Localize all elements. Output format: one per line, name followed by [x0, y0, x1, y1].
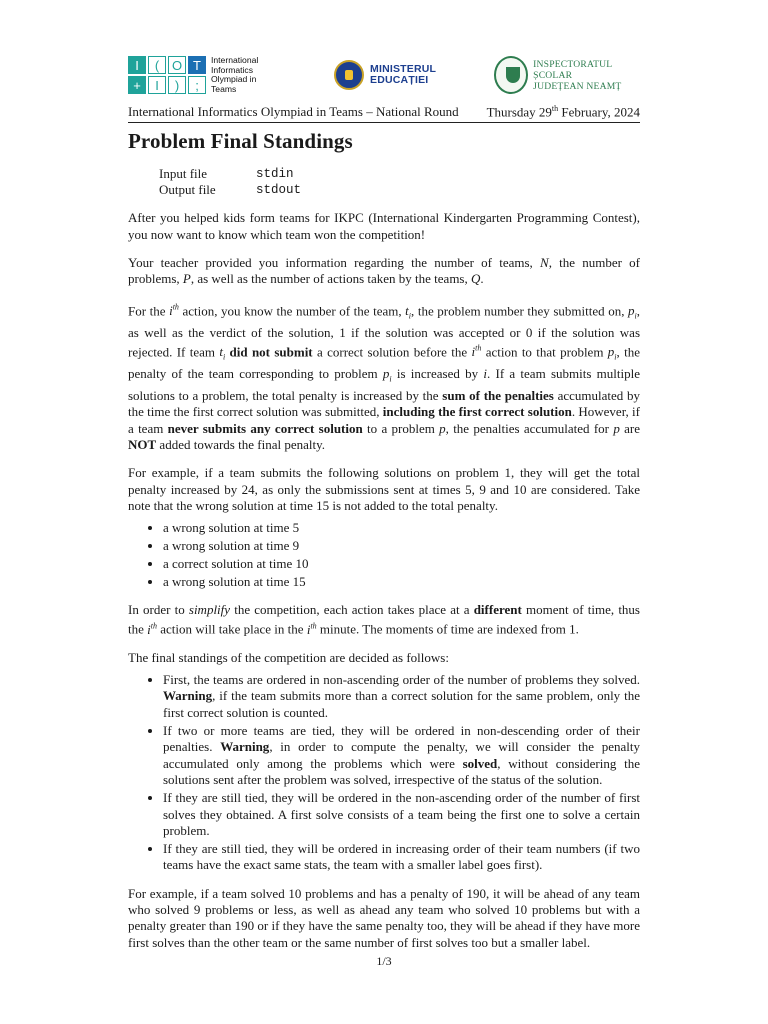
list-item: • a wrong solution at time 15: [163, 574, 640, 590]
isj-logo-line: INSPECTORATUL ȘCOLAR: [533, 58, 612, 81]
ministry-logo-text: [370, 64, 436, 86]
iiot-logo-line: Informatics: [211, 64, 254, 75]
problem-title: Problem Final Standings: [128, 129, 353, 154]
paragraph-example: For example, if a team submits the following solutions on problem 1, they will get the total penalty increased by 24, as only the submissions sent at times 5, 9 and 10 are considered. Take note that the wrong solution at time 15 is not added to the total penalty.: [128, 465, 640, 513]
input-file-value: stdin: [256, 167, 294, 182]
header-logos: [128, 52, 640, 102]
paragraph-penalty-rules: For the $i^{th}$ action, you know the number of the team, $t_i$, the problem number they submitted on, $p_i$, as well as the verdict of the solution, 1 if the solution was accepted or 0 if the solution was rejected. If team $t_i$ did not submit a correct solution before the $i^{th}$ action to that problem $p_i$, the penalty of the team corresponding to problem $p_i$ is increased by i. If a team submits multiple solutions to a problem, the total penalty is increased by the sum of the penalties accumulated by the time the first correct solution was submitted, including the first correct solution. However, if a team never submits any correct solution to a problem p, the penalties accumulated for p are NOT added towards the final penalty.: [128, 302, 641, 453]
iiot-logo: [128, 56, 258, 94]
paragraph-intro: After you helped kids form teams for IKPC (International Kindergarten Programming Contest), you now want to know which team won the competition!: [128, 210, 640, 242]
list-item: • a wrong solution at time 9: [163, 538, 640, 554]
iiot-logo-line: Teams: [211, 83, 237, 94]
iiot-logo-grid: [128, 56, 186, 94]
isj-seal-icon: [494, 56, 528, 94]
paragraph-inputs: Your teacher provided you information regarding the number of teams, N, the number of problems, P, as well as the number of actions taken by the teams, Q.: [128, 254, 641, 287]
page-number: 1/3: [376, 954, 392, 968]
iiot-logo-line: International: [211, 55, 259, 65]
page: [128, 52, 640, 951]
isj-logo: [494, 56, 640, 94]
ministry-seal-icon: [334, 60, 364, 90]
iiot-logo-cell: +: [128, 76, 146, 94]
running-header-right: Thursday 29th February, 2024: [486, 104, 640, 120]
iiot-logo-cell: T: [188, 56, 206, 74]
iiot-logo-line: Olympiad in: [211, 74, 257, 84]
iiot-logo-grid-right: [188, 56, 206, 94]
standings-rules-list: [128, 672, 640, 874]
ministry-logo-line: MINISTERUL: [370, 63, 437, 75]
output-file-label: Output file: [159, 182, 216, 198]
isj-logo-text: [533, 59, 640, 92]
io-row-output: [159, 182, 640, 198]
iiot-logo-cell: O: [168, 56, 186, 74]
input-file-label: Input file: [159, 166, 208, 182]
iiot-logo-cell: ;: [188, 76, 206, 94]
running-header: [128, 104, 640, 123]
paragraph-standings-intro: The final standings of the competition are decided as follows:: [128, 649, 449, 665]
ministry-logo-line: EDUCAȚIEI: [370, 74, 429, 86]
list-item: • a wrong solution at time 5: [163, 520, 640, 536]
iiot-logo-cell: ): [168, 76, 186, 94]
list-item: • First, the teams are ordered in non-ascending order of the number of problems they solved. Warning, if the team submits more than a correct solution for the same problem, only the first correct solution is counted.: [163, 672, 640, 721]
paragraph-standings-example: For example, if a team solved 10 problems and has a penalty of 190, it will be ahead of any team who solved 9 problems or less, as well as ahead any team who solved 10 problems but with a penalty greater than 190 or if they have the same penalty too, they will be ahead if they have more first solves than the other team or the same number of first solves too but a smaller label.: [128, 885, 640, 950]
iiot-logo-cell: I: [128, 56, 146, 74]
running-header-left: International Informatics Olympiad in Teams – National Round: [128, 104, 459, 119]
io-row-input: [159, 166, 640, 182]
paragraph-timing: In order to simplify the competition, each action takes place at a different moment of time, thus the $i^{th}$ action will take place in the $i^{th}$ minute. The moments of time are indexed from 1.: [128, 601, 640, 637]
list-item: • a correct solution at time 10: [163, 556, 640, 572]
list-item: • If two or more teams are tied, they will be ordered in non-descending order of their penalties. Warning, in order to compute the penalty, we will consider the penalty accumulated only among the problems which were solved, without considering the solutions sent after the problem was solved, irrespective of the status of the solution.: [163, 723, 640, 788]
list-item: • If they are still tied, they will be ordered in increasing order of their team numbers (if two teams have the exact same stats, the team with a smaller label goes first).: [163, 841, 640, 874]
iiot-logo-cell: (: [148, 56, 166, 74]
example-submissions-list: [128, 520, 640, 590]
ministry-logo: [334, 60, 436, 90]
output-file-value: stdout: [256, 183, 302, 198]
list-item: • If they are still tied, they will be ordered in the non-ascending order of the number of first solves they obtained. A first solve consists of a team being the first one to solve a certain problem.: [163, 790, 640, 839]
isj-logo-line: JUDEȚEAN NEAMȚ: [533, 80, 622, 92]
iiot-logo-cell: I: [148, 76, 166, 94]
iiot-logo-text: [211, 56, 258, 94]
io-files: [159, 166, 640, 198]
